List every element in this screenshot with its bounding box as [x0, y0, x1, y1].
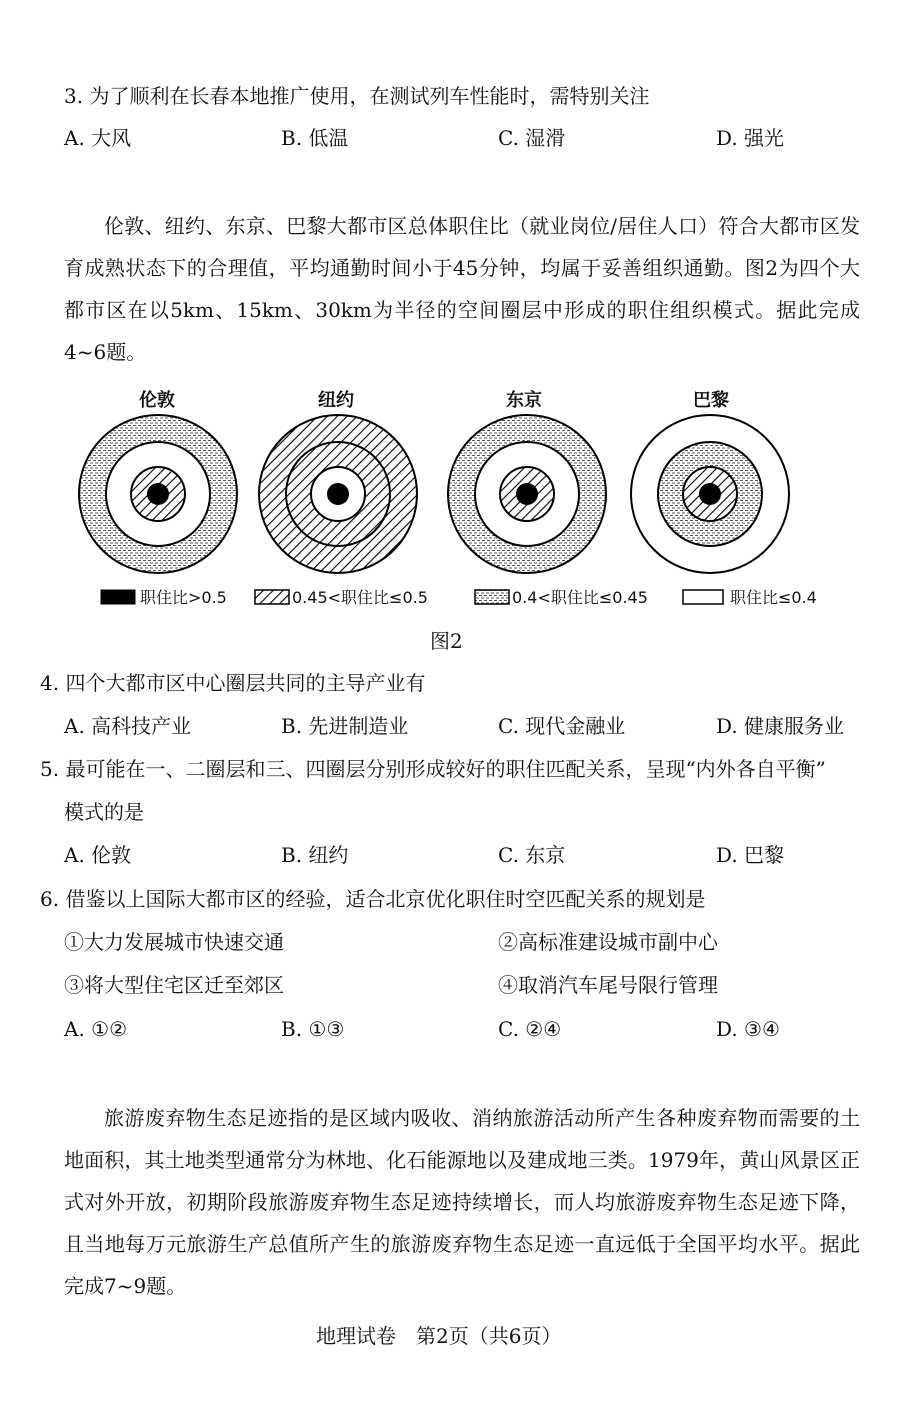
q5-option-c: C. 东京: [498, 843, 566, 867]
legend-item-dots: [474, 585, 648, 608]
passage-4-6: 伦敦、纽约、东京、巴黎大都市区总体职住比（就业岗位/居住人口）符合大都市区发育成熟状态下的合理值，平均通勤时间小于45分钟，均属于妥善组织通勤。图2为四个大都市区在以5km、15km、30km为半径的空间圈层中形成的职住组织模式。据此完成4~6题。: [64, 214, 860, 364]
q5-option-d: D. 巴黎: [716, 843, 785, 867]
figure-caption: 图2: [430, 629, 463, 653]
legend-swatch-dots: [474, 589, 510, 605]
q5-option-a: A. 伦敦: [64, 843, 132, 867]
q3-stem: 3. 为了顺利在长春本地推广使用，在测试列车性能时，需特别关注: [64, 84, 650, 108]
ring-paris: [631, 415, 789, 573]
legend-label-dots: 0.4<职住比≤0.45: [512, 588, 648, 607]
legend-label-hatch: 0.45<职住比≤0.5: [292, 588, 428, 607]
q5-stem-line2: 模式的是: [64, 800, 144, 824]
q4-option-a: A. 高科技产业: [64, 714, 192, 738]
q5-stem-line1: 5. 最可能在一、二圈层和三、四圈层分别形成较好的职住匹配关系，呈现“内外各自平衡”: [40, 757, 826, 781]
q6-stem: 6. 借鉴以上国际大都市区的经验，适合北京优化职住时空匹配关系的规划是: [40, 887, 706, 911]
q6-option-b: B. ①③: [281, 1017, 345, 1041]
legend-item-hatch: [254, 585, 428, 608]
q3-option-b: B. 低温: [281, 126, 349, 150]
legend-swatch-hatch: [254, 589, 290, 605]
q6-item-4: ④取消汽车尾号限行管理: [498, 973, 718, 997]
legend-swatch-black: [100, 589, 136, 605]
q5-option-b: B. 纽约: [281, 843, 349, 867]
q4-option-c: C. 现代金融业: [498, 714, 626, 738]
ring-tokyo: [448, 415, 606, 573]
legend-label-black: 职住比>0.5: [140, 588, 227, 607]
legend-item-white: [682, 585, 817, 608]
city-label-tokyo: 东京: [506, 390, 542, 411]
q4-option-d: D. 健康服务业: [716, 714, 845, 738]
passage-7-9: 旅游废弃物生态足迹指的是区域内吸收、消纳旅游活动所产生各种废弃物而需要的土地面积，其土地类型通常分为林地、化石能源地以及建成地三类。1979年，黄山风景区正式对外开放，初期阶段旅游废弃物生态足迹持续增长，而人均旅游废弃物生态足迹下降，且当地每万元旅游生产总值所产生的旅游废弃物生态足迹一直远低于全国平均水平。据此完成7~9题。: [64, 1106, 860, 1298]
q6-option-a: A. ①②: [64, 1017, 128, 1041]
ring-london: [79, 415, 237, 573]
q6-item-2: ②高标准建设城市副中心: [498, 930, 718, 954]
q6-option-d: D. ③④: [716, 1017, 780, 1041]
q4-option-b: B. 先进制造业: [281, 714, 409, 738]
legend-label-white: 职住比≤0.4: [730, 588, 817, 607]
city-label-paris: 巴黎: [693, 390, 729, 411]
page-footer: 地理试卷 第2页（共6页）: [316, 1324, 562, 1348]
q6-option-c: C. ②④: [498, 1017, 562, 1041]
q3-option-d: D. 强光: [716, 126, 785, 150]
legend-item-black: [100, 585, 227, 608]
q3-option-c: C. 湿滑: [498, 126, 566, 150]
city-label-newyork: 纽约: [318, 390, 354, 411]
q6-item-3: ③将大型住宅区迁至郊区: [64, 973, 284, 997]
q6-item-1: ①大力发展城市快速交通: [64, 930, 284, 954]
city-label-london: 伦敦: [139, 390, 175, 411]
legend-swatch-white: [682, 589, 724, 605]
q3-option-a: A. 大风: [64, 126, 132, 150]
ring-diagram: [70, 412, 850, 582]
ring-newyork: [259, 415, 417, 573]
q4-stem: 4. 四个大都市区中心圈层共同的主导产业有: [40, 671, 426, 695]
